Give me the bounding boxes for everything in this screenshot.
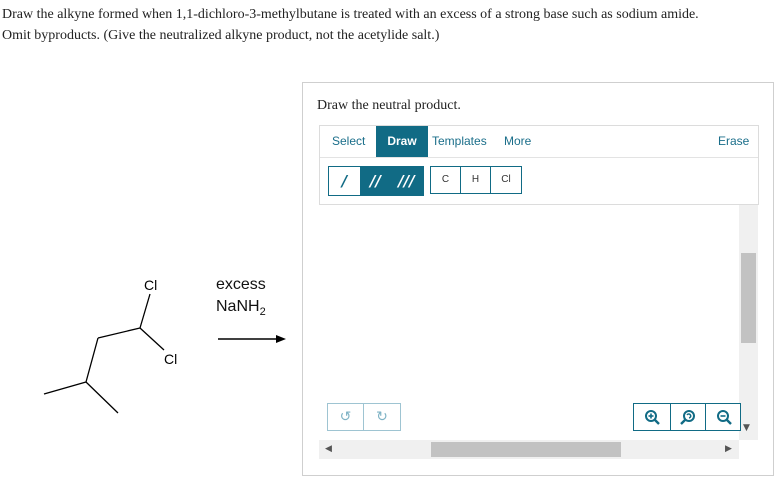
editor-toolbar — [319, 125, 759, 205]
scroll-left-arrow-icon[interactable]: ◀ — [325, 444, 332, 454]
undo-button[interactable] — [328, 404, 364, 430]
redo-button[interactable] — [364, 404, 400, 430]
zoom-reset-icon — [680, 409, 696, 425]
question-line-1: Draw the alkyne formed when 1,1-dichloro-3-methylbutane is treated with an excess of a strong base such as sodium amide. — [2, 7, 699, 22]
starting-material-structure — [40, 270, 180, 425]
horizontal-scrollbar[interactable] — [319, 440, 739, 459]
chlorine-atom-label: Cl — [144, 277, 158, 293]
triple-bond-button[interactable]: /// — [391, 167, 422, 195]
tab-erase[interactable]: Erase — [718, 134, 750, 148]
bond-tool-group — [328, 166, 424, 196]
scroll-right-arrow-icon[interactable]: ▶ — [725, 444, 732, 454]
bond — [86, 382, 118, 413]
skeletal-structure — [40, 270, 180, 420]
bond — [140, 328, 164, 350]
question-text — [2, 4, 772, 46]
double-bond-button[interactable]: // — [360, 167, 391, 195]
zoom-controls — [633, 403, 741, 431]
zoom-reset-button[interactable] — [670, 404, 706, 430]
horizontal-scroll-thumb[interactable] — [431, 442, 621, 457]
zoom-out-icon — [716, 409, 732, 425]
bond — [86, 338, 98, 382]
tab-templates[interactable]: Templates — [432, 134, 487, 148]
carbon-atom-button[interactable]: C — [431, 167, 461, 193]
history-controls — [327, 403, 401, 431]
zoom-in-icon — [644, 409, 660, 425]
single-bond-button[interactable]: / — [329, 167, 360, 195]
zoom-out-button[interactable] — [706, 404, 742, 430]
bond — [140, 294, 150, 328]
vertical-scroll-thumb[interactable] — [741, 253, 756, 343]
toolbar-tabs — [320, 126, 758, 158]
tab-draw[interactable]: Draw — [376, 126, 428, 157]
atom-tool-group — [430, 166, 522, 194]
reaction-arrow — [218, 332, 288, 350]
reaction-arrow-icon — [218, 333, 288, 345]
bond — [98, 328, 140, 338]
chlorine-atom-label: Cl — [164, 351, 178, 367]
reagent-base: NaNH — [216, 298, 260, 315]
reagent-label — [216, 274, 266, 323]
tab-select[interactable]: Select — [332, 134, 366, 148]
chlorine-atom-button[interactable]: Cl — [501, 174, 511, 185]
reagent-excess: excess — [216, 276, 266, 293]
reagent-subscript: 2 — [259, 306, 266, 319]
redo-icon: ↻ — [376, 409, 388, 425]
panel-title: Draw the neutral product. — [317, 98, 461, 113]
drawing-panel — [302, 82, 774, 476]
bond — [44, 382, 86, 394]
undo-icon: ↺ — [339, 409, 352, 425]
zoom-in-button[interactable] — [634, 404, 670, 430]
hydrogen-atom-button[interactable]: H — [461, 167, 491, 193]
reagent-formula — [216, 296, 266, 323]
tab-more[interactable]: More — [504, 134, 532, 148]
drawing-canvas[interactable] — [319, 205, 737, 435]
question-line-2: Omit byproducts. (Give the neutralized alkyne product, not the acetylide salt.) — [2, 28, 440, 43]
scroll-down-arrow-icon[interactable]: ▼ — [743, 423, 750, 433]
